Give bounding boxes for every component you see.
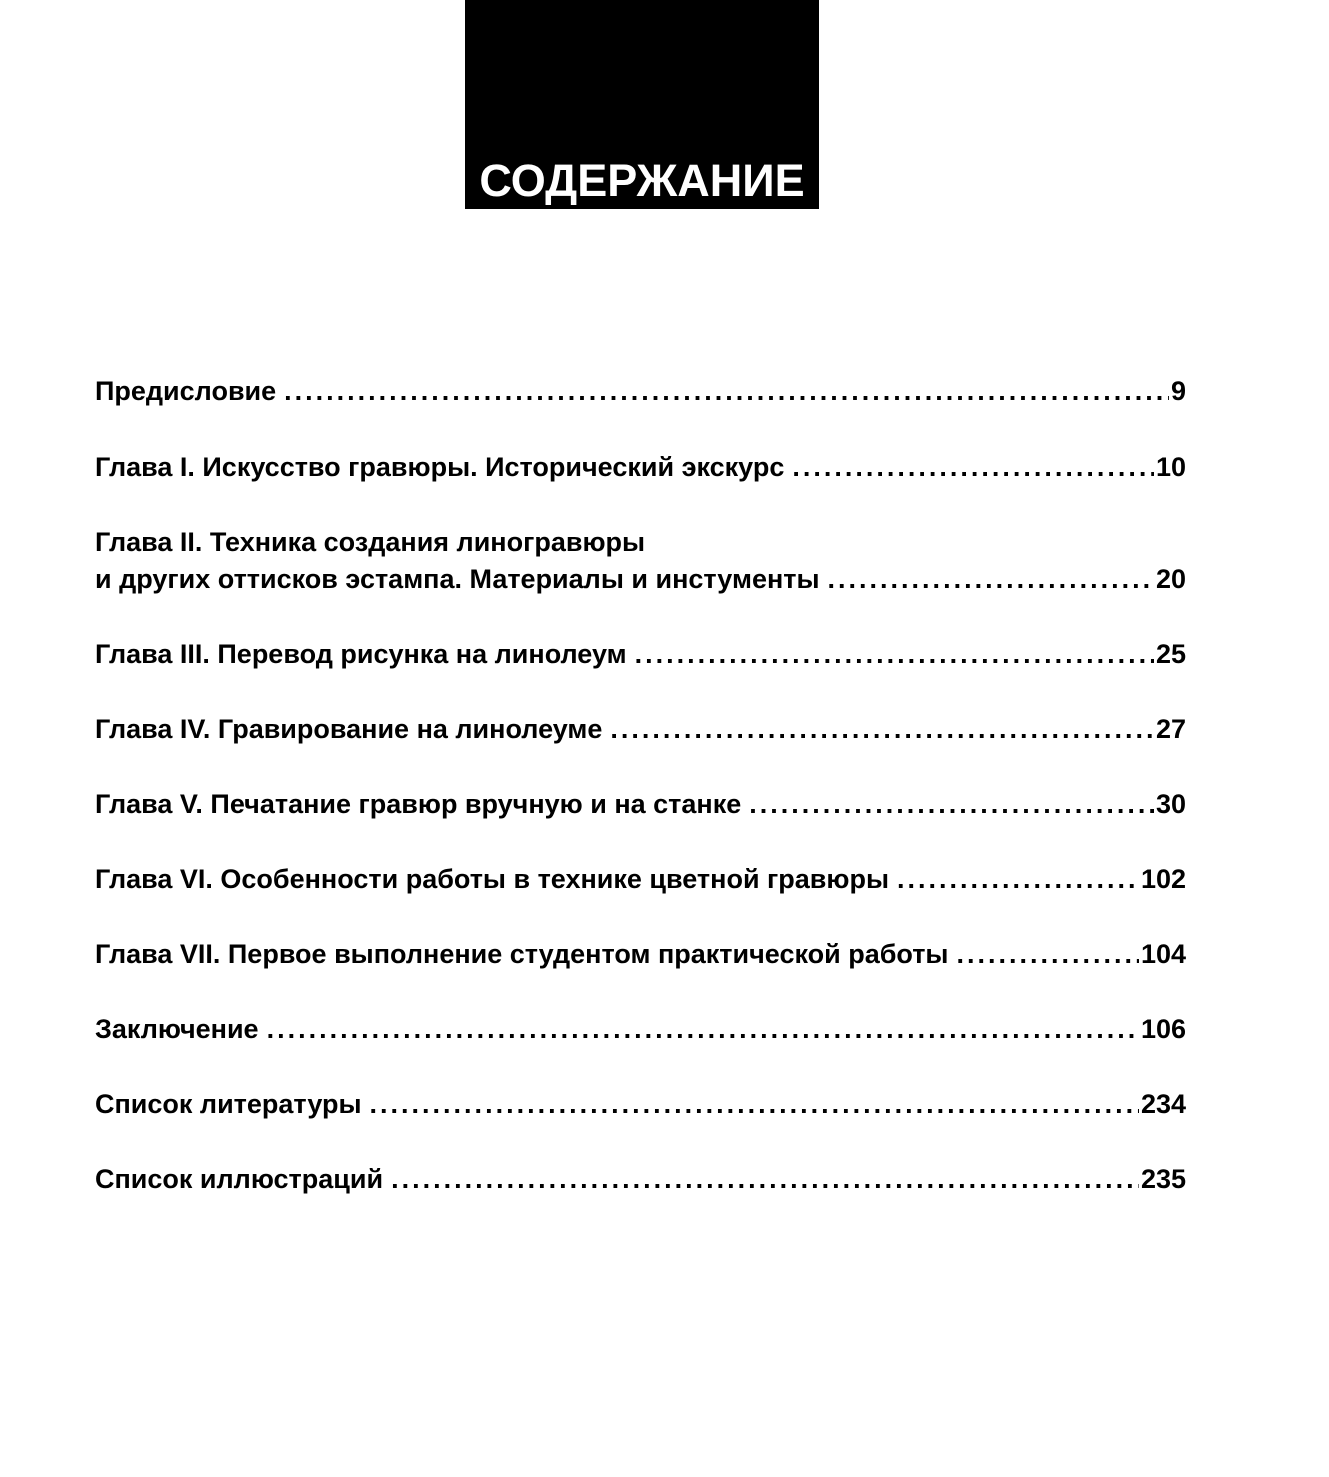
toc-entry-label: Заключение: [95, 1014, 259, 1044]
toc-entry-bibliography[interactable]: [95, 1086, 1186, 1123]
toc-dot-leader: [610, 711, 1154, 748]
toc-entry-label: Глава IV. Гравирование на линолеуме: [95, 714, 603, 744]
toc-line: [95, 711, 1186, 748]
toc-line: [95, 1161, 1186, 1198]
toc-dot-leader: [897, 861, 1139, 898]
toc-entry-label: Глава VII. Первое выполнение студентом практической работы: [95, 939, 949, 969]
toc-entry-illustrations[interactable]: [95, 1161, 1186, 1198]
toc-entry-chapter-5[interactable]: [95, 786, 1186, 823]
toc-page-number: 25: [1155, 639, 1186, 669]
toc-page-number: 104: [1140, 939, 1186, 969]
toc-entry-conclusion[interactable]: [95, 1011, 1186, 1048]
toc-entry-chapter-6[interactable]: [95, 861, 1186, 898]
toc-entry-chapter-1[interactable]: [95, 449, 1186, 486]
toc-line: [95, 561, 1186, 598]
toc-dot-leader: [284, 373, 1169, 410]
toc-entry-label: Предисловие: [95, 376, 277, 406]
toc-entry-label: Глава I. Искусство гравюры. Исторический экскурс: [95, 452, 785, 482]
toc-entry-label: Глава VI. Особенности работы в технике цветной гравюры: [95, 864, 890, 894]
title-block: [465, 0, 819, 209]
toc-entry-label: Список литературы: [95, 1089, 362, 1119]
toc-page-number: 10: [1155, 452, 1186, 482]
toc-entry-preface[interactable]: [95, 373, 1186, 410]
toc-line: [95, 449, 1186, 486]
toc-entry-label: Глава III. Перевод рисунка на линолеум: [95, 639, 627, 669]
toc-page-number: 102: [1140, 864, 1186, 894]
toc-entry-label-line-1: Глава II. Техника создания линогравюры: [95, 527, 646, 557]
toc-dot-leader: [792, 449, 1154, 486]
toc-line: [95, 373, 1186, 410]
toc-entry-label: и других оттисков эстампа. Материалы и инстументы: [95, 564, 820, 594]
toc-page-number: 20: [1155, 564, 1186, 594]
toc-page-number: 106: [1140, 1014, 1186, 1044]
toc-dot-leader: [749, 786, 1154, 823]
toc-line: [95, 1086, 1186, 1123]
toc-dot-leader: [267, 1011, 1139, 1048]
toc-dot-leader: [957, 936, 1139, 973]
page-title: СОДЕРЖАНИЕ: [479, 155, 805, 206]
toc-dot-leader: [828, 561, 1154, 598]
toc-page-number: 235: [1140, 1164, 1186, 1194]
toc-line: [95, 786, 1186, 823]
toc-entry-label: Список иллюстраций: [95, 1164, 384, 1194]
toc-page-number: 27: [1155, 714, 1186, 744]
toc-entry-chapter-2[interactable]: [95, 524, 1186, 598]
toc-dot-leader: [370, 1086, 1139, 1123]
toc-entry-label: Глава V. Печатание гравюр вручную и на станке: [95, 789, 742, 819]
toc-entry-chapter-4[interactable]: [95, 711, 1186, 748]
toc-entry-chapter-3[interactable]: [95, 636, 1186, 673]
toc-page-number: 9: [1170, 376, 1186, 406]
toc-dot-leader: [391, 1161, 1139, 1198]
toc-line: [95, 936, 1186, 973]
toc-line: [95, 1011, 1186, 1048]
toc-entry-chapter-7[interactable]: [95, 936, 1186, 973]
toc-dot-leader: [635, 636, 1154, 673]
toc-line: [95, 861, 1186, 898]
toc-line: [95, 636, 1186, 673]
toc-page-number: 30: [1155, 789, 1186, 819]
toc-page-number: 234: [1140, 1089, 1186, 1119]
